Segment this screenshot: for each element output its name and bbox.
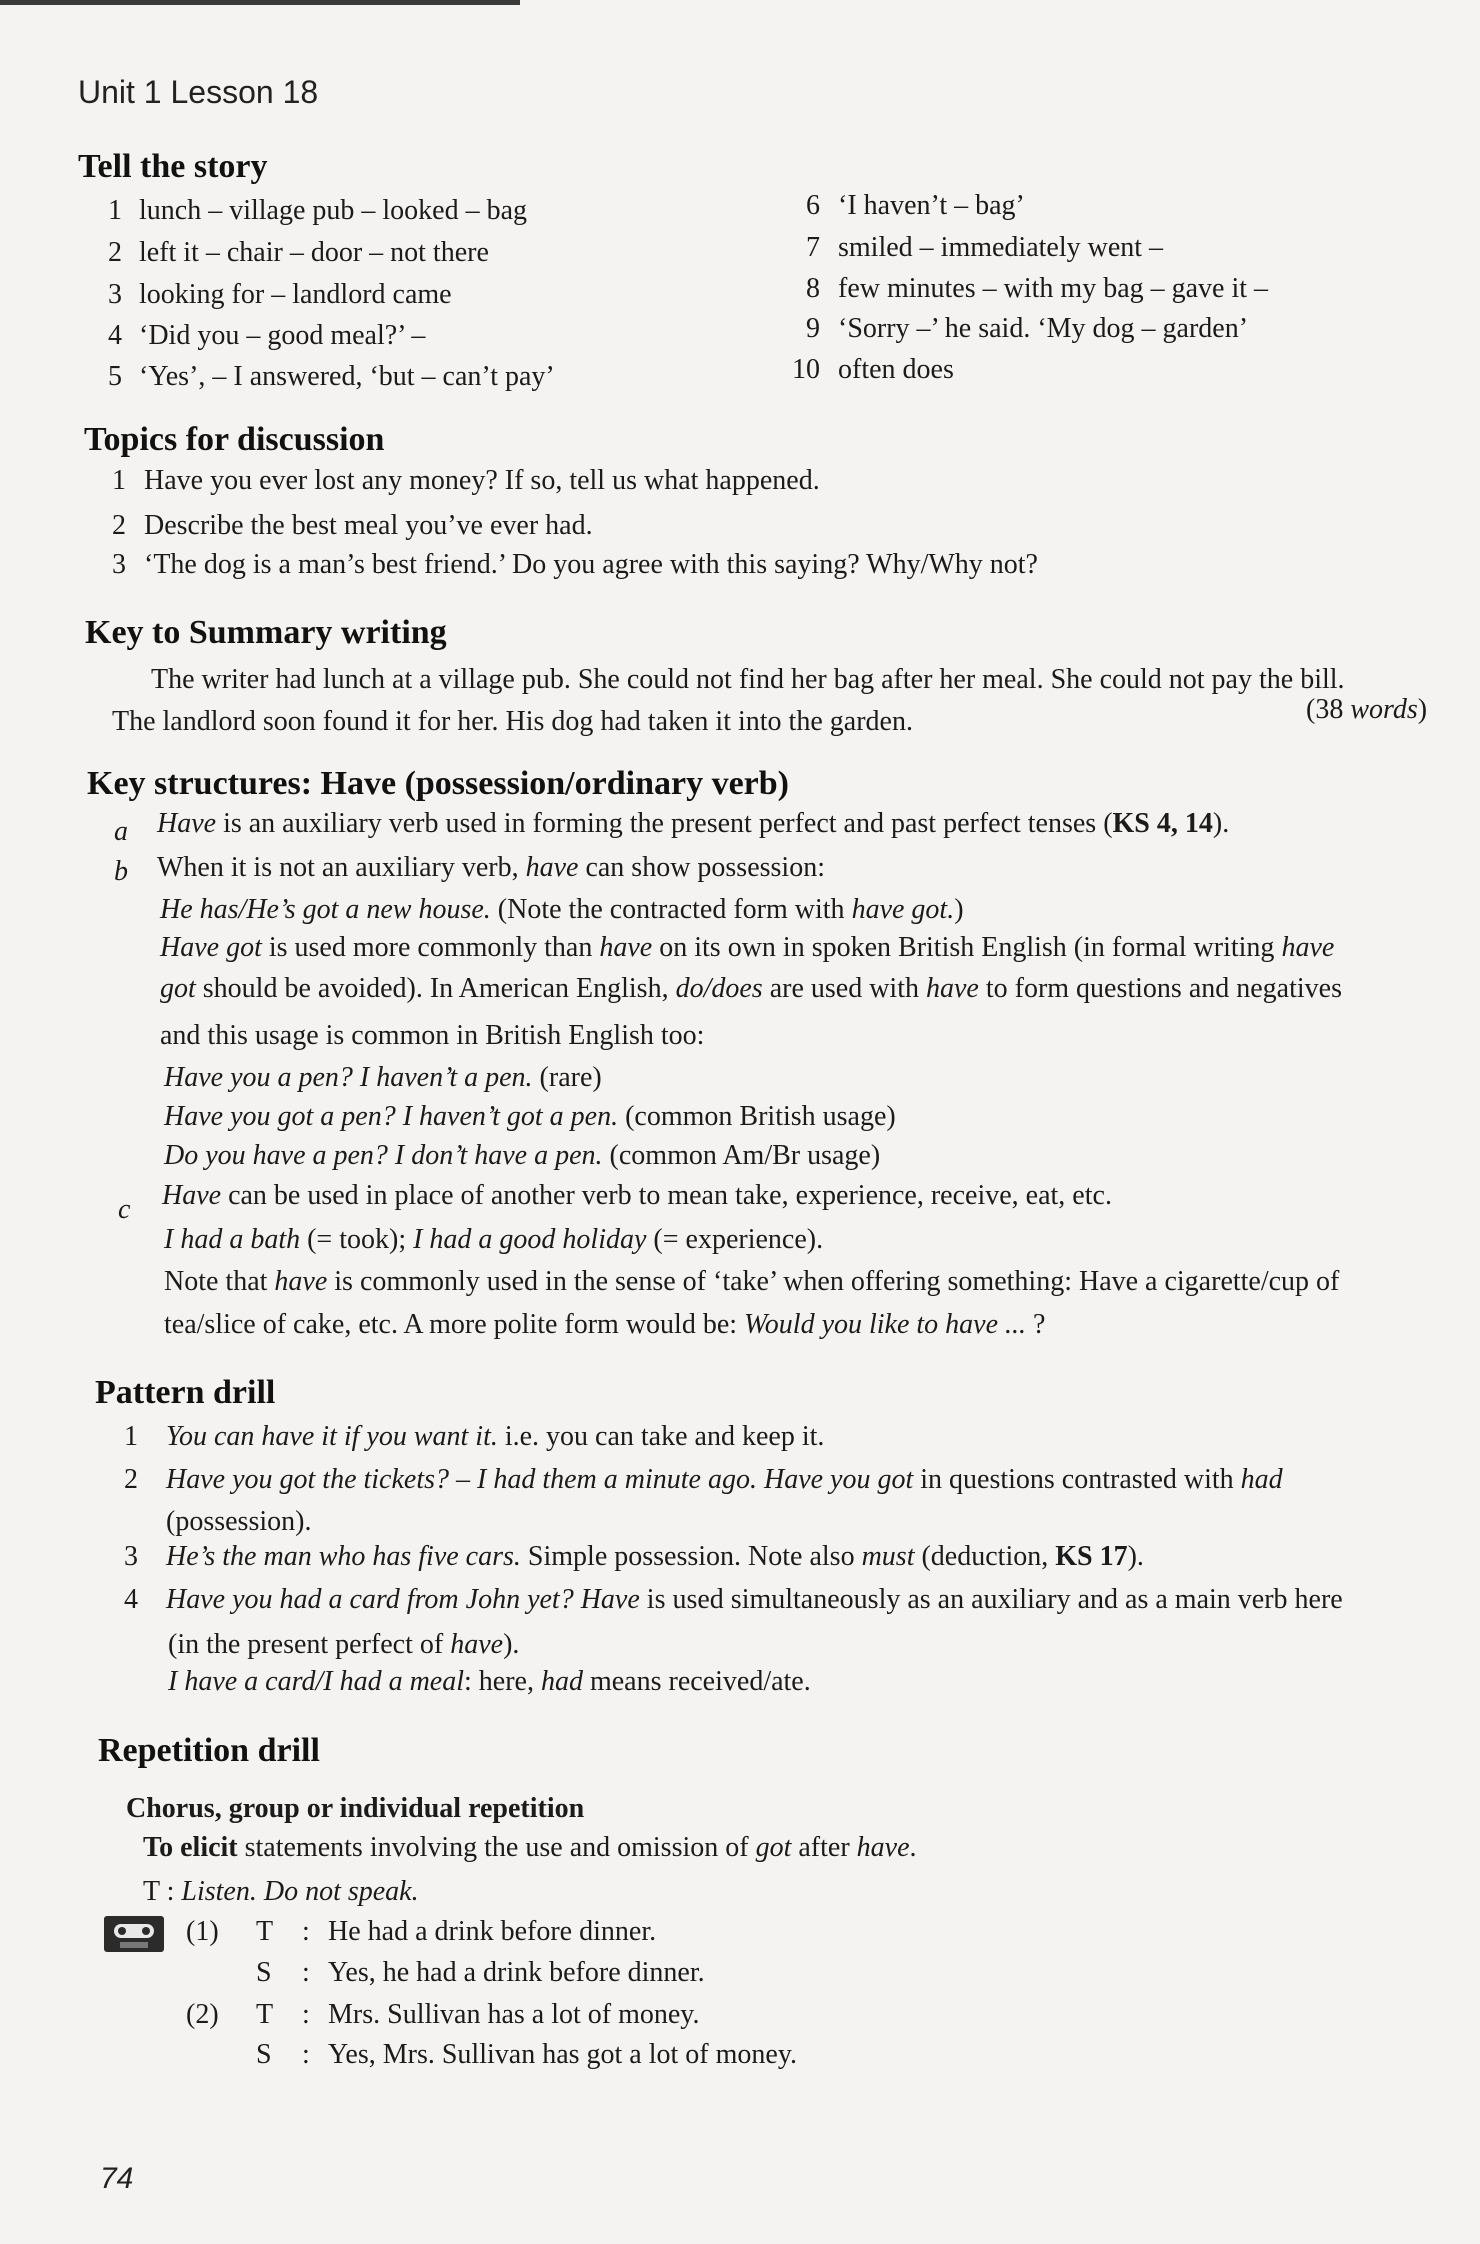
- paragraph-line: got should be avoided). In American English, do/does are used with have to form questions and negatives: [160, 973, 1342, 1004]
- item-letter: a: [114, 816, 128, 847]
- key-structure-b: When it is not an auxiliary verb, have can show possession:: [157, 852, 825, 883]
- speaker-label: T: [256, 1916, 274, 1947]
- key-structure-c: Have can be used in place of another verb to mean take, experience, receive, eat, etc.: [162, 1180, 1112, 1211]
- speaker-colon: :: [302, 1916, 310, 1947]
- teacher-line: Mrs. Sullivan has a lot of money.: [328, 1999, 700, 2030]
- teacher-line: He had a drink before dinner.: [328, 1916, 657, 1947]
- item-letter: b: [114, 856, 128, 887]
- exchange-number: (2): [186, 1999, 219, 2030]
- speaker-colon: :: [302, 2039, 310, 2070]
- speaker-colon: :: [302, 1957, 310, 1988]
- example-line: I had a bath (= took); I had a good holiday (= experience).: [164, 1224, 824, 1255]
- page-number: 74: [100, 2162, 134, 2195]
- student-line: Yes, he had a drink before dinner.: [328, 1957, 705, 1988]
- student-line: Yes, Mrs. Sullivan has got a lot of money.: [328, 2039, 797, 2070]
- word-count: (38 words): [1306, 694, 1428, 725]
- example-line: He has/He’s got a new house. (Note the contracted form with have got.): [160, 894, 964, 925]
- unit-lesson-title: Unit 1 Lesson 18: [78, 74, 319, 110]
- paragraph-line: Have got is used more commonly than have on its own in spoken British English (in formal writing have: [160, 932, 1335, 963]
- paragraph-line: I have a card/I had a meal: here, had means received/ate.: [168, 1666, 811, 1697]
- pattern-drill-heading: Pattern drill: [95, 1374, 276, 1411]
- elicit-line: To elicit statements involving the use and omission of got after have.: [143, 1832, 917, 1863]
- exchange-number: (1): [186, 1916, 219, 1947]
- example-line: Have you a pen? I haven’t a pen. (rare): [164, 1062, 602, 1093]
- speaker-colon: :: [302, 1999, 310, 2030]
- key-structure-a: Have is an auxiliary verb used in forming the present perfect and past perfect tenses (KS 4, 14).: [157, 808, 1230, 839]
- key-structures-heading: Key structures: Have (possession/ordinary verb): [87, 765, 789, 802]
- summary-heading: Key to Summary writing: [85, 614, 447, 651]
- speaker-label: S: [256, 1957, 272, 1988]
- paragraph-line: Note that have is commonly used in the sense of ‘take’ when offering something: Have a cigarette/cup of: [164, 1266, 1340, 1297]
- example-line: Do you have a pen? I don’t have a pen. (common Am/Br usage): [164, 1140, 881, 1171]
- paragraph-line: and this usage is common in British English too:: [160, 1020, 705, 1051]
- topics-heading: Topics for discussion: [84, 421, 385, 458]
- example-line: Have you got a pen? I haven’t got a pen. (common British usage): [164, 1101, 896, 1132]
- summary-line-2: The landlord soon found it for her. His dog had taken it into the garden.: [112, 706, 913, 737]
- teacher-instruction: T : Listen. Do not speak.: [143, 1876, 419, 1907]
- repetition-drill-heading: Repetition drill: [98, 1732, 320, 1769]
- paragraph-line: tea/slice of cake, etc. A more polite form would be: Would you like to have ... ?: [164, 1309, 1046, 1340]
- speaker-label: T: [256, 1999, 274, 2030]
- tell-story-heading: Tell the story: [78, 148, 268, 185]
- textbook-page: Unit 1 Lesson 18 Tell the story 1 lunch – village pub – looked – bag 2 left it – chair – door – not there 3 looking for – landlord came 4 ‘Did you – good meal?’ – 5 ‘Yes’, – I answered, ‘but – can’t pay’ 6 ‘I haven’t – bag’ 7 smiled – immediately went – 8 few minutes – with my bag – gave it – 9 ‘Sorry –’ he said. ‘My dog – garden’ 10 often does Topics for discussion 1 Have you ever lost any money? If so, tell us what happened. 2 Describe the best meal you’ve ever had. 3 ‘The dog is a man’s best friend.’ Do you agree with this saying? Why/Why not? Key to Summary writing The writer had lunch at a village pub. She could not find her bag after her meal. She could not pay the bill. The landlord soon found it for her. His dog had taken it into the garden. (38 words) Key structures: Have (possession/ordinary verb) a Have is an auxiliary verb used in forming the present perfect and past perfect tenses (KS 4, 14). b When it is not an auxiliary verb, have can show possession: He has/He’s got a new house. (Note the contracted form with have got.) Have got is used more commonly than have on its own in spoken British English (in formal writing have got should be avoided). In American English, do/does are used with have to form questions and negatives and this usage is common in British English too: Have you a pen? I haven’t a pen. (rare) Have you got a pen? I haven’t got a pen. (common British usage) Do you have a pen? I don’t have a pen. (common Am/Br usage) c Have can be used in place of another verb to mean take, experience, receive, eat, etc. I had a bath (= took); I had a good holiday (= experience). Note that have is commonly used in the sense of ‘take’ when offering something: Have a cigarette/cup of tea/slice of cake, etc. A more polite form would be: Would you like to have ... ? Pattern drill 1 You can have it if you want it. i.e. you can take and keep it. 2 Have you got the tickets? – I had them a minute ago. Have you got in questions contrasted with had (possession). 3 He’s the man who has five cars. Simple possession. Note also must (deduction, KS 17). 4 Have you had a card from John yet? Have is used simultaneously as an auxiliary and as a main verb here (in the present perfect of have). I have a card/I had a meal: here, had means received/ate. Repetition drill Chorus, group or individual repetition To elicit statements involving the use and omission of got after have. T : Listen. Do not speak. (1) T : He had a drink before dinner. S : Yes, he had a drink before dinner. (2) T : Mrs. Sullivan has a lot of money. S : Yes, Mrs. Sullivan has got a lot of money. 74: [78, 74, 1428, 2195]
- speaker-label: S: [256, 2039, 272, 2070]
- item-letter: c: [118, 1194, 131, 1225]
- repetition-subheading: Chorus, group or individual repetition: [126, 1793, 585, 1824]
- cassette-icon: [104, 1916, 164, 1952]
- paragraph-line: (in the present perfect of have).: [168, 1629, 520, 1660]
- paragraph-line: (possession).: [166, 1506, 312, 1537]
- summary-line-1: The writer had lunch at a village pub. She could not find her bag after her meal. She could not pay the bill.: [151, 664, 1345, 695]
